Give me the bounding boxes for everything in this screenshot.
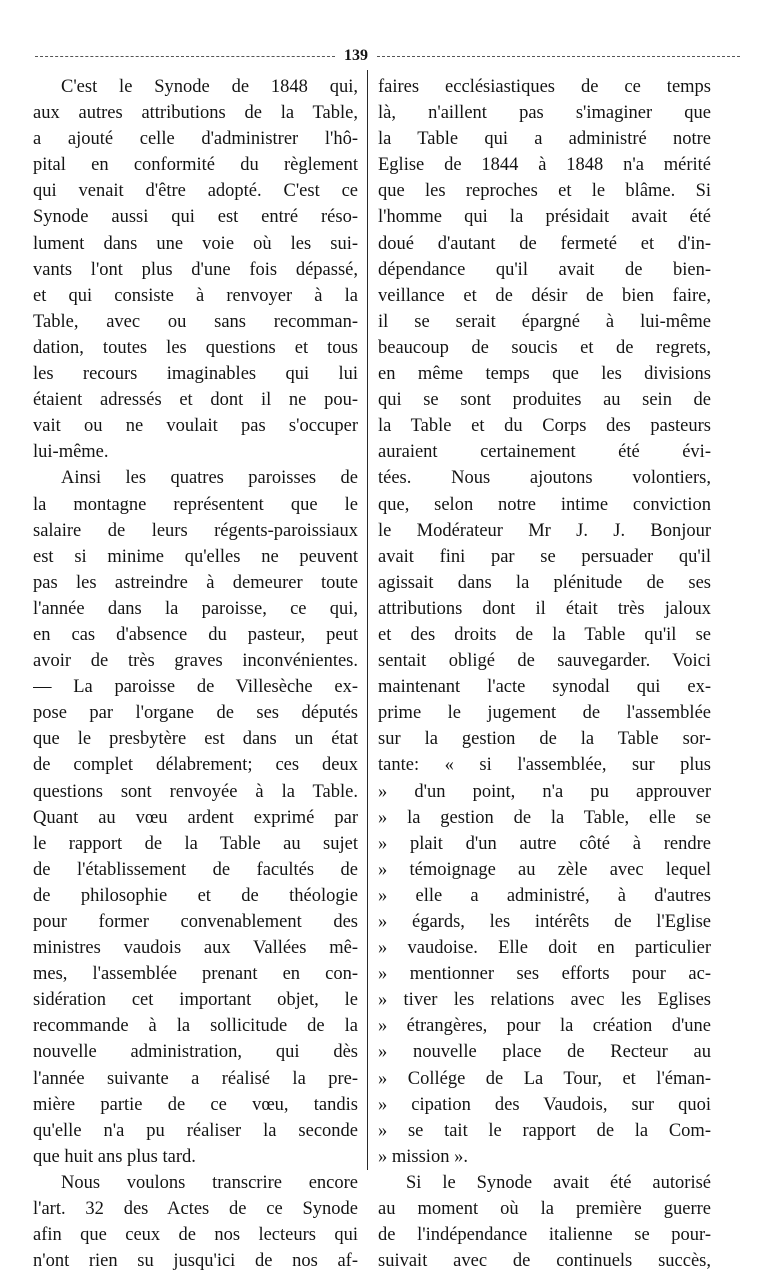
right-column-line: la Table qui a administré notre [378,129,711,150]
right-column-line: dépendance qu'il avait de bien- [378,259,711,280]
left-column-line: étaient adressés et dont il ne pou- [33,390,358,411]
left-column-line: aux autres attributions de la Table, [33,103,358,124]
left-column-line: dation, toutes les questions et tous [33,337,358,358]
left-column-line: Nous voulons transcrire encore [61,1172,358,1193]
left-column-line: a ajouté celle d'administrer l'hô- [33,129,358,150]
right-column-line: veillance et de désir de bien faire, [378,285,711,306]
header-rule-right [377,56,740,57]
left-column-line: — La paroisse de Villesèche ex- [33,677,358,698]
right-column-line: agissait dans la plénitude de ses [378,572,711,593]
right-column-line: » égards, les intérêts de l'Eglise [378,912,711,932]
left-column-line: vait ou ne voulait pas s'occuper [33,416,358,437]
left-column-line: les recours imaginables qui lui [33,364,358,385]
left-column-line: salaire de leurs régents-paroissiaux [33,520,358,541]
left-column-line: et qui consiste à renvoyer à la [33,285,358,306]
left-column-line: pas les astreindre à demeurer toute [33,572,358,593]
header-rule-left [35,56,335,57]
left-column-line: recommande à la sollicitude de la [33,1016,358,1037]
left-column-line: qui venait d'être adopté. C'est ce [33,181,358,202]
right-column-line: doué d'autant de fermeté et d'in- [378,233,711,254]
right-column-line: » la gestion de la Table, elle se [378,807,711,828]
right-column-line: attributions dont il était très jaloux [378,598,711,619]
left-column-line: Synode aussi qui est entré réso- [33,207,358,228]
left-column-line: questions sont renvoyée à la Table. [33,781,358,802]
left-column-line: Ainsi les quatres paroisses de [61,468,358,489]
left-column-line: qu'elle n'a pu réaliser la seconde [33,1120,358,1141]
left-column-line: l'art. 32 des Actes de ce Synode [33,1199,358,1220]
right-column-line: au moment où la première guerre [378,1199,711,1220]
right-column-line: Eglise de 1844 à 1848 n'a mérité [378,155,711,176]
right-column [378,74,711,1274]
right-column-line: sentait obligé de sauvegarder. Voici [378,651,711,672]
right-column-line: la Table et du Corps des pasteurs [378,416,711,437]
right-column-line: » elle a administré, à d'autres [378,885,711,906]
left-column-line: en cas d'absence du pasteur, peut [33,624,358,645]
right-column-line: Si le Synode avait été autorisé [406,1172,711,1193]
right-column-line: le Modérateur Mr J. J. Bonjour [378,520,711,541]
left-column-line: mière partie de ce vœu, tandis [33,1094,358,1115]
right-column-line: » mission ». [378,1146,468,1167]
right-column-line: » nouvelle place de Recteur au [378,1042,711,1063]
right-column-line: » cipation des Vaudois, sur quoi [378,1094,711,1115]
left-column-line: l'année suivante a réalisé la pre- [33,1068,358,1089]
left-column-line: afin que ceux de nos lecteurs qui [33,1225,358,1246]
right-column-line: avait fini par se persuader qu'il [378,546,711,567]
right-column-line: suivait avec de continuels succès, [378,1251,711,1272]
right-column-line: » étrangères, pour la création d'une [378,1016,711,1037]
right-column-line: sur la gestion de la Table sor- [378,729,711,750]
left-column-line: le rapport de la Table au sujet [33,833,358,854]
left-column-line: pour former convenablement des [33,912,358,932]
right-column-line: prime le jugement de l'assemblée [378,703,711,724]
left-column-line: pital en conformité du règlement [33,155,358,176]
right-column-line: maintenant l'acte synodal qui ex- [378,677,711,698]
right-column-line: là, n'aillent pas s'imaginer que [378,103,711,124]
left-column-line: ministres vaudois aux Vallées mê- [33,938,358,959]
right-column-line: » plait d'un autre côté à rendre [378,833,711,854]
column-divider [367,70,368,1170]
right-column-line: tante: « si l'assemblée, sur plus [378,755,711,776]
left-column-line: lument dans une voie où les sui- [33,233,358,254]
right-column-line: et des droits de la Table qu'il se [378,624,711,645]
right-column-line: » d'un point, n'a pu approuver [378,781,711,802]
left-column-line: vants l'ont plus d'une fois dépassé, [33,259,358,280]
left-column-line: de complet délabrement; ces deux [33,755,358,776]
right-column-line: auraient certainement été évi- [378,442,711,463]
right-column-line: que les reproches et le blâme. Si [378,181,711,202]
right-column-line: » Collége de La Tour, et l'éman- [378,1068,711,1089]
right-column-line: beaucoup de soucis et de regrets, [378,337,711,358]
right-column-line: l'homme qui la présidait avait été [378,207,711,228]
left-column-line: que le presbytère est dans un état [33,729,358,750]
right-column-line: » vaudoise. Elle doit en particulier [378,938,711,959]
left-column-line: avoir de très graves inconvénientes. [33,651,358,672]
right-column-line: il se serait épargné à lui-même [378,311,711,332]
left-column-line: que huit ans plus tard. [33,1146,196,1167]
page-number: 139 [344,47,368,64]
left-column-line: l'année dans la paroisse, ce qui, [33,598,358,619]
left-column-line: Quant au vœu ardent exprimé par [33,807,358,828]
left-column-line: sidération cet important objet, le [33,990,358,1011]
left-column-line: pose par l'organe de ses députés [33,703,358,724]
left-column-line: de l'établissement de facultés de [33,859,358,880]
right-column-line: » mentionner ses efforts pour ac- [378,964,711,985]
left-column-line: Table, avec ou sans recomman- [33,311,358,332]
right-column-line: que, selon notre intime conviction [378,494,711,515]
right-column-line: qui se sont produites au sein de [378,390,711,411]
left-column-line: nouvelle administration, qui dès [33,1042,358,1063]
left-column-line: C'est le Synode de 1848 qui, [61,77,358,97]
right-column-line: de l'indépendance italienne se pour- [378,1225,711,1246]
left-column [33,74,358,1274]
right-column-line: » témoignage au zèle avec lequel [378,859,711,880]
right-column-line: en même temps que les divisions [378,364,711,385]
left-column-line: mes, l'assemblée prenant en con- [33,964,358,985]
page-header [35,45,740,69]
left-column-line: est si minime qu'elles ne peuvent [33,546,358,567]
right-column-line: faires ecclésiastiques de ce temps [378,77,711,97]
right-column-line: » se tait le rapport de la Com- [378,1120,711,1141]
right-column-line: » tiver les relations avec les Eglises [378,990,711,1011]
left-column-line: la montagne représentent que le [33,494,358,515]
left-column-line: lui-même. [33,442,109,463]
right-column-line: tées. Nous ajoutons volontiers, [378,468,711,489]
left-column-line: de philosophie et de théologie [33,885,358,906]
left-column-line: n'ont rien su jusqu'ici de nos af- [33,1251,358,1272]
